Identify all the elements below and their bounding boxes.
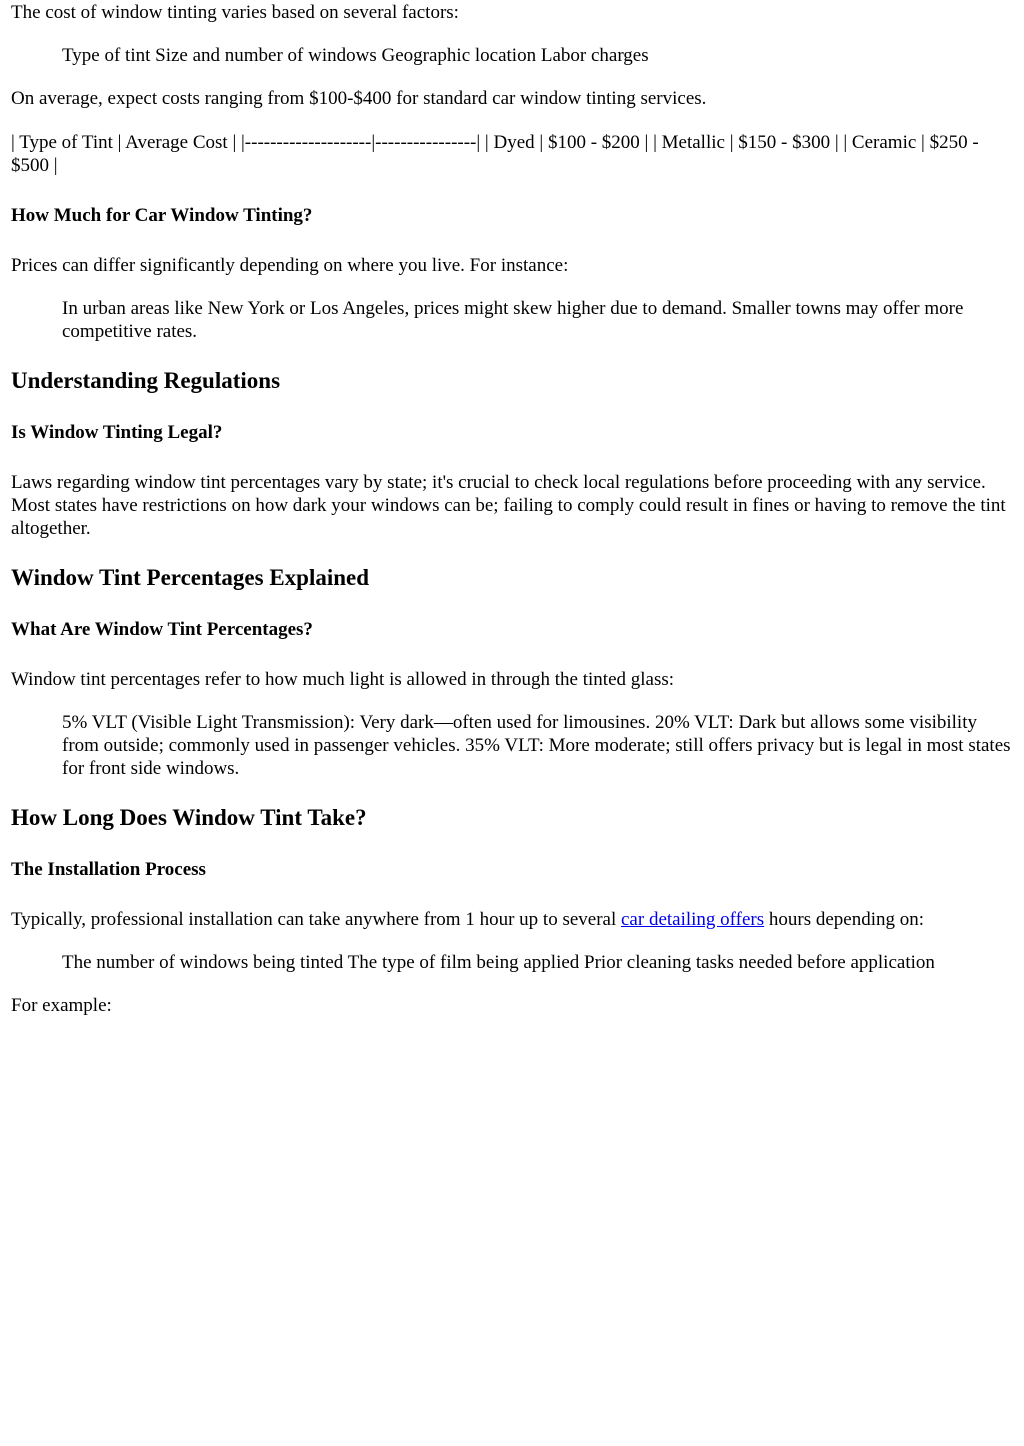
heading-installation-process: The Installation Process [11,859,206,880]
percentages-intro-paragraph: Window tint percentages refer to how much light is allowed in through the tinted glass: [11,669,675,690]
laws-paragraph: Laws regarding window tint percentages vary by state; it's crucial to check local regulations before proceeding with any service. Most states have restrictions on how dark your windows can be; failing to comply could result in fines or having to remove the tint altogether. [11,472,1006,539]
heading-understanding-regulations: Understanding Regulations [11,368,281,393]
installation-text-before: Typically, professional installation can take anywhere from 1 hour up to several [11,909,621,930]
installation-paragraph [11,908,1014,931]
heading-is-tinting-legal: Is Window Tinting Legal? [11,422,223,443]
installation-factors-list: The number of windows being tinted The type of film being applied Prior cleaning tasks needed before application [62,952,935,973]
average-cost-paragraph: On average, expect costs ranging from $100-$400 for standard car window tinting services. [11,88,707,109]
car-detailing-offers-link[interactable]: car detailing offers [621,909,765,930]
intro-paragraph: The cost of window tinting varies based on several factors: [11,2,459,23]
prices-differ-paragraph: Prices can differ significantly depending on where you live. For instance: [11,255,569,276]
heading-tint-percentages-explained: Window Tint Percentages Explained [11,565,370,590]
for-example-paragraph: For example: [11,995,112,1016]
heading-how-much: How Much for Car Window Tinting? [11,205,313,226]
factors-list: Type of tint Size and number of windows Geographic location Labor charges [62,45,649,66]
urban-rates-list: In urban areas like New York or Los Angeles, prices might skew higher due to demand. Smaller towns may offer more competitive rates. [62,298,964,342]
cost-table-text: | Type of Tint | Average Cost | |--------------------|----------------| | Dyed | $100 - $200 | | Metallic | $150 - $300 | | Ceramic | $250 - $500 | [11,132,979,176]
vlt-list: 5% VLT (Visible Light Transmission): Very dark—often used for limousines. 20% VLT: Dark but allows some visibility from outside; commonly used in passenger vehicles. 35% VLT: More moderate; still offers privacy but is legal in most states for front side windows. [62,712,1011,779]
heading-how-long: How Long Does Window Tint Take? [11,805,367,830]
heading-what-are-percentages: What Are Window Tint Percentages? [11,619,313,640]
installation-text-after: hours depending on: [764,909,925,930]
